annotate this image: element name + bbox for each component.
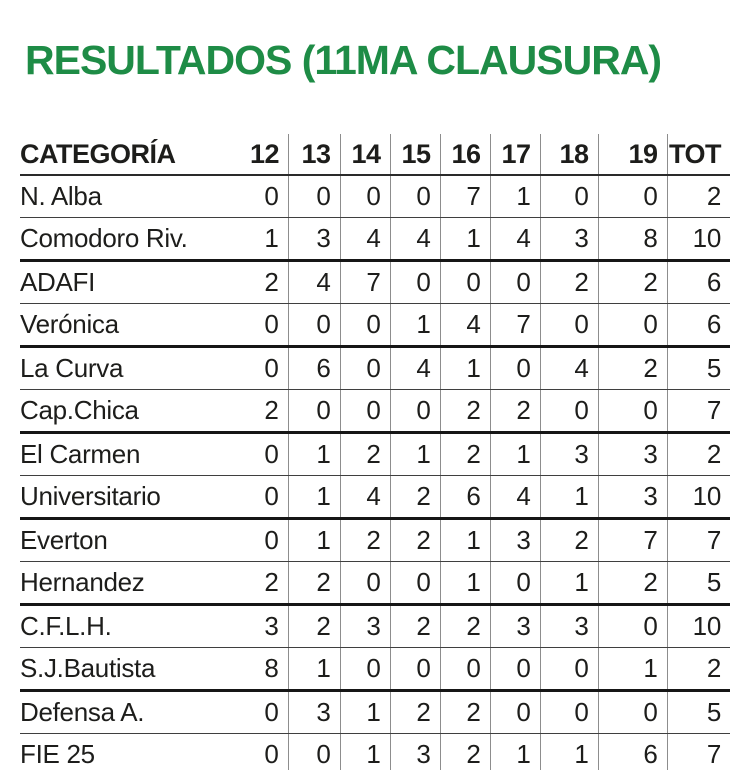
value-cell: 0 [490, 562, 540, 605]
value-cell: 2 [440, 433, 490, 476]
total-cell: 5 [667, 691, 730, 734]
total-cell: 2 [667, 175, 730, 218]
value-cell: 0 [250, 476, 288, 519]
value-cell: 0 [598, 605, 667, 648]
table-row [20, 390, 730, 433]
value-cell: 0 [340, 390, 390, 433]
total-cell: 10 [667, 476, 730, 519]
value-cell: 2 [288, 605, 340, 648]
value-cell: 0 [250, 734, 288, 770]
value-cell: 1 [490, 433, 540, 476]
value-cell: 3 [288, 691, 340, 734]
value-cell: 3 [340, 605, 390, 648]
value-cell: 2 [490, 390, 540, 433]
col-header-18: 18 [540, 134, 598, 175]
value-cell: 0 [288, 734, 340, 770]
value-cell: 0 [288, 304, 340, 347]
value-cell: 1 [390, 433, 440, 476]
col-header-19: 19 [598, 134, 667, 175]
value-cell: 0 [440, 648, 490, 691]
value-cell: 0 [340, 304, 390, 347]
category-cell: N. Alba [20, 175, 250, 218]
value-cell: 4 [490, 218, 540, 261]
total-cell: 6 [667, 304, 730, 347]
total-cell: 10 [667, 218, 730, 261]
value-cell: 6 [288, 347, 340, 390]
value-cell: 4 [390, 347, 440, 390]
value-cell: 3 [490, 605, 540, 648]
table-row [20, 304, 730, 347]
col-header-16: 16 [440, 134, 490, 175]
value-cell: 0 [598, 691, 667, 734]
value-cell: 3 [250, 605, 288, 648]
value-cell: 1 [440, 347, 490, 390]
value-cell: 4 [540, 347, 598, 390]
value-cell: 1 [288, 648, 340, 691]
category-cell: S.J.Bautista [20, 648, 250, 691]
value-cell: 0 [598, 175, 667, 218]
category-cell: Verónica [20, 304, 250, 347]
value-cell: 1 [490, 175, 540, 218]
category-cell: ADAFI [20, 261, 250, 304]
value-cell: 0 [250, 175, 288, 218]
value-cell: 1 [540, 562, 598, 605]
table-row [20, 648, 730, 691]
value-cell: 2 [340, 519, 390, 562]
value-cell: 2 [440, 390, 490, 433]
value-cell: 0 [390, 261, 440, 304]
value-cell: 1 [340, 734, 390, 770]
table-row [20, 605, 730, 648]
value-cell: 0 [288, 390, 340, 433]
value-cell: 2 [440, 605, 490, 648]
value-cell: 0 [340, 175, 390, 218]
value-cell: 0 [390, 562, 440, 605]
value-cell: 0 [288, 175, 340, 218]
value-cell: 2 [440, 734, 490, 770]
value-cell: 0 [250, 304, 288, 347]
value-cell: 7 [340, 261, 390, 304]
value-cell: 0 [490, 261, 540, 304]
value-cell: 0 [490, 347, 540, 390]
col-header-14: 14 [340, 134, 390, 175]
value-cell: 4 [340, 476, 390, 519]
value-cell: 6 [440, 476, 490, 519]
value-cell: 3 [540, 605, 598, 648]
page-title: RESULTADOS (11MA CLAUSURA) [25, 37, 662, 83]
value-cell: 8 [598, 218, 667, 261]
value-cell: 1 [490, 734, 540, 770]
table-row [20, 562, 730, 605]
value-cell: 7 [490, 304, 540, 347]
value-cell: 0 [490, 691, 540, 734]
value-cell: 3 [490, 519, 540, 562]
total-cell: 7 [667, 734, 730, 770]
value-cell: 1 [540, 734, 598, 770]
value-cell: 1 [250, 218, 288, 261]
total-cell: 7 [667, 390, 730, 433]
category-cell: La Curva [20, 347, 250, 390]
value-cell: 2 [250, 390, 288, 433]
table-row [20, 519, 730, 562]
value-cell: 2 [540, 261, 598, 304]
col-header-13: 13 [288, 134, 340, 175]
value-cell: 1 [340, 691, 390, 734]
value-cell: 2 [250, 562, 288, 605]
value-cell: 0 [490, 648, 540, 691]
value-cell: 0 [250, 347, 288, 390]
value-cell: 0 [540, 390, 598, 433]
value-cell: 1 [288, 433, 340, 476]
value-cell: 2 [540, 519, 598, 562]
value-cell: 1 [440, 519, 490, 562]
value-cell: 4 [288, 261, 340, 304]
value-cell: 0 [540, 304, 598, 347]
table-row [20, 734, 730, 770]
value-cell: 0 [390, 175, 440, 218]
value-cell: 2 [288, 562, 340, 605]
table-row [20, 261, 730, 304]
table-row [20, 691, 730, 734]
category-cell: Everton [20, 519, 250, 562]
value-cell: 0 [540, 175, 598, 218]
value-cell: 0 [340, 648, 390, 691]
value-cell: 0 [440, 261, 490, 304]
value-cell: 1 [288, 476, 340, 519]
total-cell: 2 [667, 648, 730, 691]
value-cell: 0 [540, 648, 598, 691]
value-cell: 7 [598, 519, 667, 562]
category-cell: FIE 25 [20, 734, 250, 770]
col-header-12: 12 [250, 134, 288, 175]
value-cell: 1 [440, 562, 490, 605]
category-cell: C.F.L.H. [20, 605, 250, 648]
category-cell: Hernandez [20, 562, 250, 605]
value-cell: 2 [598, 261, 667, 304]
category-cell: El Carmen [20, 433, 250, 476]
value-cell: 0 [598, 304, 667, 347]
value-cell: 4 [340, 218, 390, 261]
value-cell: 3 [540, 218, 598, 261]
value-cell: 3 [288, 218, 340, 261]
value-cell: 4 [490, 476, 540, 519]
value-cell: 2 [340, 433, 390, 476]
total-cell: 5 [667, 562, 730, 605]
value-cell: 2 [390, 476, 440, 519]
value-cell: 2 [390, 691, 440, 734]
value-cell: 6 [598, 734, 667, 770]
value-cell: 3 [598, 433, 667, 476]
category-cell: Comodoro Riv. [20, 218, 250, 261]
col-header-categoria: CATEGORÍA [20, 134, 250, 175]
header-row [20, 134, 730, 175]
value-cell: 0 [390, 390, 440, 433]
value-cell: 3 [540, 433, 598, 476]
table-row [20, 433, 730, 476]
table-row [20, 476, 730, 519]
value-cell: 0 [250, 519, 288, 562]
value-cell: 3 [390, 734, 440, 770]
total-cell: 5 [667, 347, 730, 390]
total-cell: 2 [667, 433, 730, 476]
table-row [20, 175, 730, 218]
value-cell: 0 [340, 562, 390, 605]
category-cell: Defensa A. [20, 691, 250, 734]
value-cell: 2 [390, 605, 440, 648]
results-table [20, 134, 730, 770]
value-cell: 0 [250, 691, 288, 734]
value-cell: 0 [390, 648, 440, 691]
value-cell: 1 [598, 648, 667, 691]
value-cell: 2 [390, 519, 440, 562]
value-cell: 1 [540, 476, 598, 519]
col-header-15: 15 [390, 134, 440, 175]
value-cell: 1 [440, 218, 490, 261]
value-cell: 0 [250, 433, 288, 476]
value-cell: 0 [340, 347, 390, 390]
table-row [20, 218, 730, 261]
category-cell: Cap.Chica [20, 390, 250, 433]
value-cell: 1 [390, 304, 440, 347]
total-cell: 6 [667, 261, 730, 304]
value-cell: 2 [598, 347, 667, 390]
value-cell: 3 [598, 476, 667, 519]
value-cell: 8 [250, 648, 288, 691]
value-cell: 7 [440, 175, 490, 218]
value-cell: 4 [440, 304, 490, 347]
col-header-17: 17 [490, 134, 540, 175]
value-cell: 2 [250, 261, 288, 304]
value-cell: 2 [598, 562, 667, 605]
value-cell: 4 [390, 218, 440, 261]
total-cell: 10 [667, 605, 730, 648]
table-row [20, 347, 730, 390]
value-cell: 0 [540, 691, 598, 734]
value-cell: 0 [598, 390, 667, 433]
value-cell: 2 [440, 691, 490, 734]
category-cell: Universitario [20, 476, 250, 519]
value-cell: 1 [288, 519, 340, 562]
col-header-tot: TOT [667, 134, 730, 175]
total-cell: 7 [667, 519, 730, 562]
